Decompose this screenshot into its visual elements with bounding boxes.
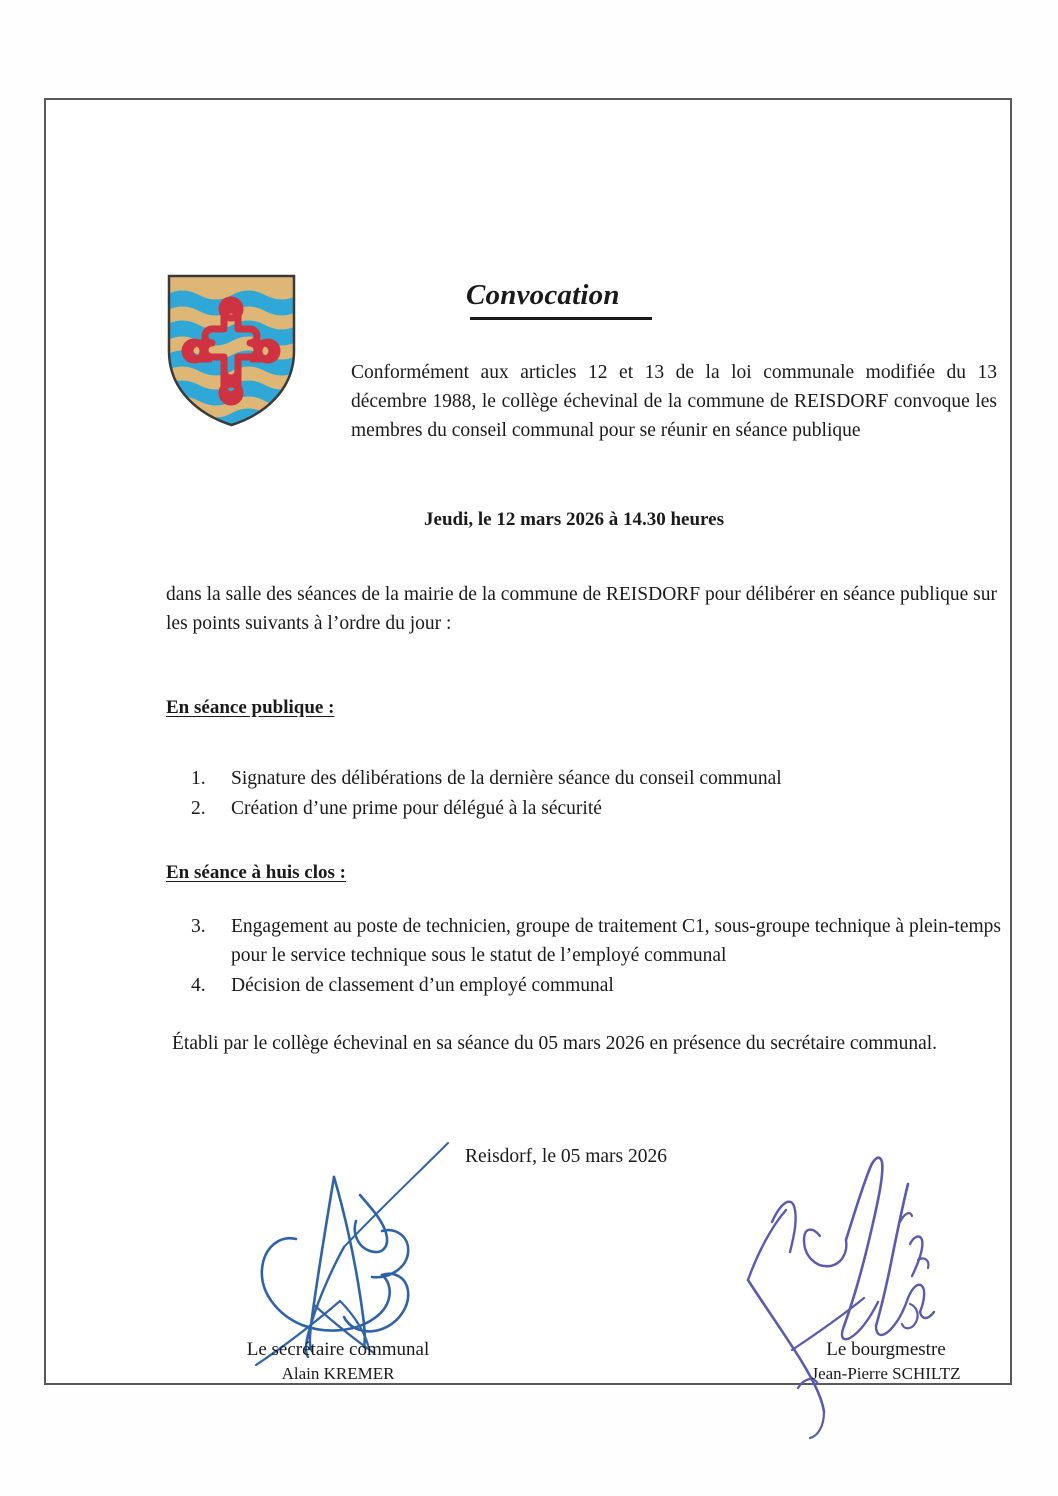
agenda-list-closed xyxy=(191,912,1031,1001)
signature-role-mayor: Le bourgmestre xyxy=(826,1339,946,1360)
list-item-number: 4. xyxy=(191,975,206,996)
place-paragraph: dans la salle des séances de la mairie de la commune de REISDORF pour délibérer en séance publique sur les points suivants à l’ordre du jour : xyxy=(166,584,997,634)
list-item xyxy=(191,764,1031,793)
list-item-text: Création d’une prime pour délégué à la sécurité xyxy=(231,798,602,819)
coat-of-arms-icon xyxy=(166,273,297,428)
signature-block-secretary xyxy=(198,1338,478,1386)
heading-public-session: En séance publique : xyxy=(166,697,335,718)
session-datetime: Jeudi, le 12 mars 2026 à 14.30 heures xyxy=(424,509,724,530)
page-title-underline xyxy=(470,317,652,320)
list-item xyxy=(191,794,1031,823)
list-item xyxy=(191,912,1031,970)
list-item-number: 1. xyxy=(191,768,206,789)
list-item-text: Signature des délibérations de la dernière séance du conseil communal xyxy=(231,768,782,789)
list-item-text: Décision de classement d’un employé communal xyxy=(231,975,614,996)
page-border-frame xyxy=(44,98,1012,1385)
heading-closed-session: En séance à huis clos : xyxy=(166,862,346,883)
place-date-line: Reisdorf, le 05 mars 2026 xyxy=(465,1146,668,1167)
signature-name-mayor: Jean-Pierre SCHILTZ xyxy=(811,1364,961,1383)
list-item xyxy=(191,971,1031,1000)
signature-role-secretary: Le secrétaire communal xyxy=(246,1339,430,1360)
list-item-text: Engagement au poste de technicien, groupe de traitement C1, sous-groupe technique à plein-temps pour le service technique sous le statut de l’employé communal xyxy=(231,916,1002,966)
signature-name-secretary: Alain KREMER xyxy=(281,1364,395,1383)
signature-block-mayor xyxy=(746,1338,1026,1386)
agenda-list-public xyxy=(191,764,1031,824)
signature-mark-mayor xyxy=(732,1140,992,1440)
intro-paragraph: Conformément aux articles 12 et 13 de la loi communale modifiée du 13 décembre 1988, le collège échevinal de la commune de REISDORF convoque les membres du conseil communal pour se réunir en séance publique xyxy=(351,362,997,441)
list-item-number: 2. xyxy=(191,798,206,819)
page-title: Convocation xyxy=(466,279,620,311)
established-paragraph: Établi par le collège échevinal en sa séance du 05 mars 2026 en présence du secrétaire communal. xyxy=(172,1033,938,1054)
list-item-number: 3. xyxy=(191,916,206,937)
